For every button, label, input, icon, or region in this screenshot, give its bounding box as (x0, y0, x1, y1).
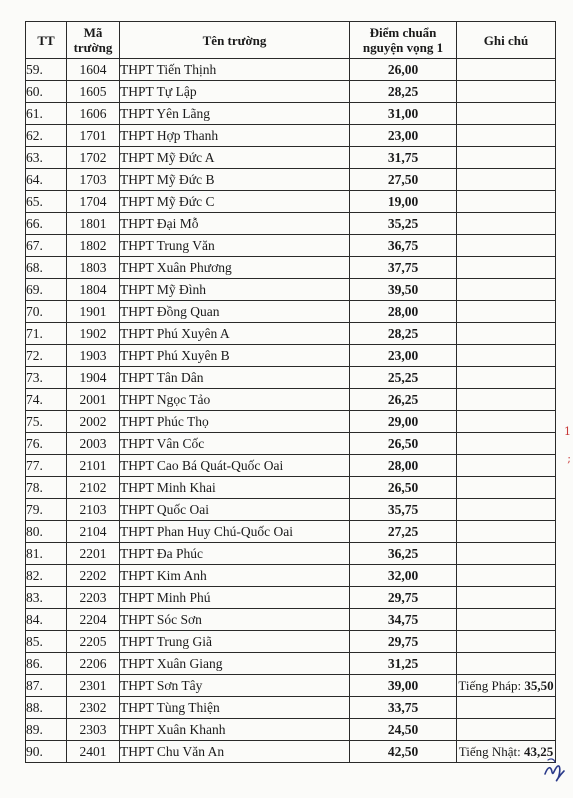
row-ten-truong: THPT Đồng Quan (120, 301, 350, 323)
header-score-line1: Điểm chuẩn (369, 25, 437, 40)
row-ma-truong: 2101 (67, 455, 120, 477)
row-ma-truong: 1704 (67, 191, 120, 213)
row-tt: 84. (26, 609, 67, 631)
table-row (26, 147, 556, 169)
table-row (26, 411, 556, 433)
row-ten-truong: THPT Phú Xuyên A (120, 323, 350, 345)
table-header (26, 22, 556, 59)
table-row (26, 631, 556, 653)
row-tt: 81. (26, 543, 67, 565)
row-diem-chuan: 26,50 (350, 433, 457, 455)
row-diem-chuan: 28,00 (350, 301, 457, 323)
table-row (26, 279, 556, 301)
row-ma-truong: 1802 (67, 235, 120, 257)
row-ghi-chu (457, 411, 556, 433)
row-ten-truong: THPT Xuân Khanh (120, 719, 350, 741)
table-row (26, 81, 556, 103)
row-diem-chuan: 36,75 (350, 235, 457, 257)
row-ma-truong: 1804 (67, 279, 120, 301)
row-ten-truong: THPT Tiến Thịnh (120, 59, 350, 81)
row-ghi-chu (457, 147, 556, 169)
row-ten-truong: THPT Quốc Oai (120, 499, 350, 521)
row-tt: 76. (26, 433, 67, 455)
row-ten-truong: THPT Phúc Thọ (120, 411, 350, 433)
row-tt: 69. (26, 279, 67, 301)
row-ma-truong: 2003 (67, 433, 120, 455)
header-diem-chuan (350, 22, 457, 59)
row-tt: 64. (26, 169, 67, 191)
header-row (26, 22, 556, 59)
row-tt: 73. (26, 367, 67, 389)
row-ghi-chu (457, 169, 556, 191)
row-ten-truong: THPT Xuân Phương (120, 257, 350, 279)
header-ma-line2: trường (73, 40, 113, 55)
row-ghi-chu (457, 609, 556, 631)
row-diem-chuan: 19,00 (350, 191, 457, 213)
margin-mark-icon: 1 (564, 425, 571, 438)
row-diem-chuan: 31,75 (350, 147, 457, 169)
row-diem-chuan: 33,75 (350, 697, 457, 719)
row-ghi-chu (457, 631, 556, 653)
row-ma-truong: 2203 (67, 587, 120, 609)
row-tt: 67. (26, 235, 67, 257)
row-ghi-chu (457, 653, 556, 675)
row-tt: 79. (26, 499, 67, 521)
row-tt: 83. (26, 587, 67, 609)
row-ten-truong: THPT Hợp Thanh (120, 125, 350, 147)
table-row (26, 719, 556, 741)
header-ma-truong (67, 22, 120, 59)
note-value: 43,25 (524, 744, 554, 759)
row-ten-truong: THPT Chu Văn An (120, 741, 350, 763)
row-ten-truong: THPT Ngọc Tảo (120, 389, 350, 411)
header-ghi-chu: Ghi chú (457, 22, 556, 59)
row-ma-truong: 2104 (67, 521, 120, 543)
table-row (26, 301, 556, 323)
row-diem-chuan: 23,00 (350, 125, 457, 147)
row-ten-truong: THPT Vân Cốc (120, 433, 350, 455)
row-diem-chuan: 23,00 (350, 345, 457, 367)
row-tt: 78. (26, 477, 67, 499)
row-ten-truong: THPT Sóc Sơn (120, 609, 350, 631)
row-ma-truong: 2201 (67, 543, 120, 565)
header-tt: TT (26, 22, 67, 59)
table-row (26, 235, 556, 257)
table-row (26, 543, 556, 565)
row-ten-truong: THPT Tự Lập (120, 81, 350, 103)
note-label: Tiếng Nhật: (458, 744, 524, 759)
row-ghi-chu (457, 59, 556, 81)
row-ma-truong: 2102 (67, 477, 120, 499)
row-ghi-chu (457, 367, 556, 389)
table-row (26, 697, 556, 719)
row-tt: 74. (26, 389, 67, 411)
row-ghi-chu (457, 543, 556, 565)
row-ten-truong: THPT Phú Xuyên B (120, 345, 350, 367)
row-tt: 82. (26, 565, 67, 587)
row-diem-chuan: 36,25 (350, 543, 457, 565)
row-ghi-chu (457, 213, 556, 235)
row-ma-truong: 2206 (67, 653, 120, 675)
row-ghi-chu (457, 499, 556, 521)
row-ten-truong: THPT Yên Lãng (120, 103, 350, 125)
header-ten-truong: Tên trường (120, 22, 350, 59)
row-tt: 75. (26, 411, 67, 433)
row-diem-chuan: 26,00 (350, 59, 457, 81)
row-ghi-chu (457, 587, 556, 609)
row-tt: 63. (26, 147, 67, 169)
row-ten-truong: THPT Phan Huy Chú-Quốc Oai (120, 521, 350, 543)
row-ma-truong: 2103 (67, 499, 120, 521)
row-ghi-chu (457, 455, 556, 477)
table-row (26, 499, 556, 521)
table-row (26, 367, 556, 389)
admission-scores-table (25, 21, 556, 763)
row-ghi-chu (457, 125, 556, 147)
row-diem-chuan: 29,00 (350, 411, 457, 433)
row-ghi-chu (457, 389, 556, 411)
row-diem-chuan: 34,75 (350, 609, 457, 631)
row-ghi-chu (457, 257, 556, 279)
row-ghi-chu (457, 279, 556, 301)
table-row (26, 257, 556, 279)
row-diem-chuan: 28,25 (350, 81, 457, 103)
row-ma-truong: 1604 (67, 59, 120, 81)
table-row (26, 609, 556, 631)
row-diem-chuan: 31,25 (350, 653, 457, 675)
table-row (26, 125, 556, 147)
row-ghi-chu (457, 191, 556, 213)
table-row (26, 521, 556, 543)
row-ten-truong: THPT Đại Mỗ (120, 213, 350, 235)
row-diem-chuan: 25,25 (350, 367, 457, 389)
row-ma-truong: 1605 (67, 81, 120, 103)
header-score-line2: nguyện vọng 1 (362, 40, 444, 55)
row-ma-truong: 2202 (67, 565, 120, 587)
row-ma-truong: 1801 (67, 213, 120, 235)
row-tt: 65. (26, 191, 67, 213)
row-ten-truong: THPT Trung Văn (120, 235, 350, 257)
row-tt: 87. (26, 675, 67, 697)
table-row (26, 587, 556, 609)
row-tt: 77. (26, 455, 67, 477)
row-tt: 68. (26, 257, 67, 279)
table-body (26, 59, 556, 763)
note-value: 35,50 (524, 678, 554, 693)
row-diem-chuan: 26,25 (350, 389, 457, 411)
row-tt: 60. (26, 81, 67, 103)
row-diem-chuan: 29,75 (350, 587, 457, 609)
row-diem-chuan: 29,75 (350, 631, 457, 653)
row-tt: 86. (26, 653, 67, 675)
table-row (26, 103, 556, 125)
row-ma-truong: 1903 (67, 345, 120, 367)
row-tt: 89. (26, 719, 67, 741)
row-ghi-chu (457, 235, 556, 257)
row-ghi-chu (457, 697, 556, 719)
table-row (26, 455, 556, 477)
row-ma-truong: 2401 (67, 741, 120, 763)
row-ghi-chu (457, 565, 556, 587)
table-row (26, 477, 556, 499)
row-ghi-chu (457, 521, 556, 543)
row-ten-truong: THPT Tân Dân (120, 367, 350, 389)
row-tt: 80. (26, 521, 67, 543)
row-ma-truong: 2301 (67, 675, 120, 697)
table-row (26, 59, 556, 81)
row-ghi-chu (457, 301, 556, 323)
row-diem-chuan: 42,50 (350, 741, 457, 763)
table-row (26, 213, 556, 235)
row-ten-truong: THPT Minh Khai (120, 477, 350, 499)
row-diem-chuan: 24,50 (350, 719, 457, 741)
row-ten-truong: THPT Trung Giã (120, 631, 350, 653)
table-row (26, 191, 556, 213)
row-tt: 90. (26, 741, 67, 763)
row-ma-truong: 2002 (67, 411, 120, 433)
row-ghi-chu (457, 323, 556, 345)
row-diem-chuan: 28,25 (350, 323, 457, 345)
table-row (26, 675, 556, 697)
row-diem-chuan: 32,00 (350, 565, 457, 587)
row-diem-chuan: 39,50 (350, 279, 457, 301)
header-ma-line1: Mã (83, 25, 103, 40)
row-diem-chuan: 39,00 (350, 675, 457, 697)
row-diem-chuan: 27,50 (350, 169, 457, 191)
row-ten-truong: THPT Tùng Thiện (120, 697, 350, 719)
row-tt: 85. (26, 631, 67, 653)
table-row (26, 389, 556, 411)
row-ma-truong: 2302 (67, 697, 120, 719)
table-row (26, 741, 556, 763)
row-diem-chuan: 35,75 (350, 499, 457, 521)
row-tt: 88. (26, 697, 67, 719)
table-row (26, 653, 556, 675)
row-ma-truong: 1701 (67, 125, 120, 147)
row-ten-truong: THPT Sơn Tây (120, 675, 350, 697)
row-tt: 72. (26, 345, 67, 367)
row-tt: 61. (26, 103, 67, 125)
row-tt: 66. (26, 213, 67, 235)
table-row (26, 169, 556, 191)
row-ma-truong: 1702 (67, 147, 120, 169)
row-ten-truong: THPT Minh Phú (120, 587, 350, 609)
row-ghi-chu (457, 719, 556, 741)
row-ma-truong: 1901 (67, 301, 120, 323)
row-tt: 59. (26, 59, 67, 81)
row-ghi-chu (457, 103, 556, 125)
row-ma-truong: 1703 (67, 169, 120, 191)
row-diem-chuan: 26,50 (350, 477, 457, 499)
row-ghi-chu (457, 81, 556, 103)
row-ghi-chu (457, 741, 556, 763)
row-diem-chuan: 35,25 (350, 213, 457, 235)
row-ma-truong: 2303 (67, 719, 120, 741)
row-ten-truong: THPT Mỹ Đức B (120, 169, 350, 191)
row-tt: 70. (26, 301, 67, 323)
table-row (26, 323, 556, 345)
row-tt: 71. (26, 323, 67, 345)
note-label: Tiếng Pháp: (458, 678, 525, 693)
row-diem-chuan: 37,75 (350, 257, 457, 279)
row-diem-chuan: 31,00 (350, 103, 457, 125)
row-diem-chuan: 28,00 (350, 455, 457, 477)
row-ma-truong: 2205 (67, 631, 120, 653)
row-ten-truong: THPT Xuân Giang (120, 653, 350, 675)
row-ghi-chu (457, 433, 556, 455)
margin-mark-icon: ; (567, 452, 571, 465)
row-ten-truong: THPT Mỹ Đức A (120, 147, 350, 169)
row-tt: 62. (26, 125, 67, 147)
row-ghi-chu (457, 345, 556, 367)
table-row (26, 565, 556, 587)
row-ghi-chu (457, 675, 556, 697)
row-diem-chuan: 27,25 (350, 521, 457, 543)
row-ma-truong: 1904 (67, 367, 120, 389)
row-ten-truong: THPT Mỹ Đình (120, 279, 350, 301)
row-ma-truong: 1902 (67, 323, 120, 345)
row-ten-truong: THPT Mỹ Đức C (120, 191, 350, 213)
row-ma-truong: 1606 (67, 103, 120, 125)
row-ma-truong: 2204 (67, 609, 120, 631)
row-ghi-chu (457, 477, 556, 499)
table-row (26, 433, 556, 455)
row-ma-truong: 1803 (67, 257, 120, 279)
row-ten-truong: THPT Đa Phúc (120, 543, 350, 565)
row-ten-truong: THPT Cao Bá Quát-Quốc Oai (120, 455, 350, 477)
row-ten-truong: THPT Kim Anh (120, 565, 350, 587)
table-row (26, 345, 556, 367)
initials-signature-icon (542, 752, 568, 786)
row-ma-truong: 2001 (67, 389, 120, 411)
